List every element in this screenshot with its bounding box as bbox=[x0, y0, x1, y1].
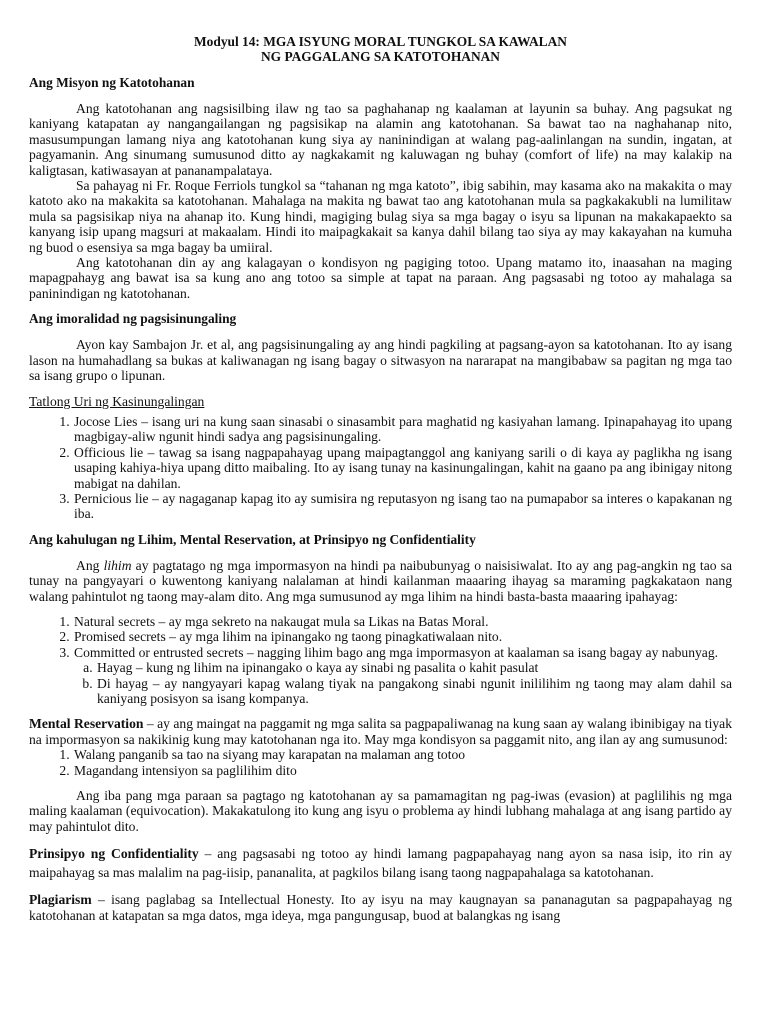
secrets-sublist bbox=[74, 660, 732, 706]
paragraph-confidentiality bbox=[29, 844, 732, 882]
term-confidentiality: Prinsipyo ng Confidentiality bbox=[29, 846, 199, 862]
text: – ay ang maingat na paggamit ng mga salita sa pagpapaliwanag na kung saan ay walang ibinibigay na tiyak na impormasyon sa nakikinig kung may katotohanan nga ito. May mga kondisyon sa paggamit nito, ang ilan ay ang sumusunod: bbox=[29, 716, 732, 747]
list-item: 3. Pernicious lie – ay nagaganap kapag ito ay sumisira ng reputasyon ng isang tao na pumapabor sa interes o kapakanan ng iba. bbox=[73, 491, 732, 522]
secrets-list bbox=[29, 614, 732, 706]
text: Committed or entrusted secrets – nagging lihim bago ang mga impormasyon at kaalaman sa isang bagay ay nabunyag. bbox=[74, 644, 719, 660]
paragraph: Sa pahayag ni Fr. Roque Ferriols tungkol sa “tahanan ng mga katoto”, ibig sabihin, may kasama ako na makakita o may katoto ako na makakita sa katotohanan. Mahalaga na makita ng bawat tao ang katotohanan mula sa pagkakakubli na lumilitaw mula sa pagsisikap niya na ahanap ito. Kung hindi, magiging bulag siya sa mga bagay o isyu sa lipunan na makakapaekto sa kanyang isip upang magsuri at makaalam. Hindi ito maipagkakait sa kanya dahil bilang tao siya ay may kakayahan na kumuha ng buod o esensiya sa mga bagay ba umiiral. bbox=[29, 178, 732, 255]
subheading-uri-ng-kasinungalingan: Tatlong Uri ng Kasinungalingan bbox=[29, 393, 205, 409]
title-line-2: NG PAGGALANG SA KATOTOHANAN bbox=[261, 49, 500, 64]
section-heading-imoralidad: Ang imoralidad ng pagsisinungaling bbox=[29, 311, 237, 327]
emphasis-lihim: lihim bbox=[103, 557, 132, 573]
paragraph: Ayon kay Sambajon Jr. et al, ang pagsisinungaling ay ang hindi pagkiling at pagsang-ayon sa katotohanan. Ito ay isang lason na humahadlang sa bukas at kaliwanagan ng isang bagay o sitwasyon na nararapat na mangibabaw sa pagitan ng mga tao sa isang grupo o lipunan. bbox=[29, 337, 732, 384]
sublist-item: b. Di hayag – ay nangyayari kapag walang tiyak na pangakong sinabi ngunit inililihim ng taong may alam dahil sa kaniyang posisyon sa isang kompanya. bbox=[96, 676, 732, 707]
list-item: 1. Walang panganib sa tao na siyang may karapatan na malaman ang totoo bbox=[73, 747, 732, 762]
paragraph: Ang katotohanan din ay ang kalagayan o kondisyon ng pagiging totoo. Upang matamo ito, inaasahan na maging mapagpahayg ang bawat isa sa kung ano ang totoo sa simple at tapat na paraan. Ang pagsasabi ng totoo ay mahalaga sa paninindigan ng katotohanan. bbox=[29, 255, 732, 301]
text: Ang bbox=[76, 557, 104, 573]
term-mental-reservation: Mental Reservation bbox=[29, 716, 144, 732]
sublist-item: a. Hayag – kung ng lihim na ipinangako o kaya ay sinabi ng pasalita o kahit pasulat bbox=[96, 660, 732, 675]
section-heading-lihim: Ang kahulugan ng Lihim, Mental Reservation, at Prinsipyo ng Confidentiality bbox=[29, 531, 476, 547]
list-item bbox=[73, 645, 732, 707]
text: ay pagtatago ng mga impormasyon na hindi pa naibubunyag o naisisiwalat. Ito ay ang pag-angkin ng tao sa tunay na pangyayari o kuwentong kaniyang nalalaman at hindi kailanman maaaring ihayag sa maraming pagkakataon nang walang pahintulot ng taong may-alam dito. Ang mga sumusunod ay mga lihim na hindi basta-basta maaaring ipahayag: bbox=[29, 557, 732, 604]
list-item: 1. Jocose Lies – isang uri na kung saan sinasabi o sinasambit para maghatid ng kasiyahan lamang. Ipinapahayag ito upang magbigay-aliw ngunit hindi sadya ang pagsisinungaling. bbox=[73, 414, 732, 445]
paragraph: Ang katotohanan ang nagsisilbing ilaw ng tao sa paghahanap ng kaalaman at layunin sa buhay. Ang pagsukat ng kaniyang katapatan ay nangangailangan ng pagsisikap na alamin ang katotohanan. Sa bawat tao na naghahanap nito, masusumpungan lamang niya ang katotohanan kung siya ay naninindigan at walang pag-aalinlangan na sundin, ingatan, at pagyamanin. Ang sinumang sumusunod ditto ay nagkakamit ng kaluwagan ng buhay (comfort of life) na may kalakip na kaligtasan, katiwasayan at pananampalataya. bbox=[29, 101, 732, 178]
text: – isang paglabag sa Intellectual Honesty. Ito ay isyu na may kaugnayan sa pananagutan sa pagpapahayag ng katotohanan at katapatan sa mga datos, mga ideya, mga pangungusap, buod at balangkas ng isang bbox=[29, 892, 732, 923]
paragraph-plagiarism bbox=[29, 892, 732, 923]
term-plagiarism: Plagiarism bbox=[29, 892, 92, 908]
paragraph-lihim bbox=[29, 558, 732, 604]
text: – ang pagsasabi ng totoo ay hindi lamang pagpapahayag nang ayon sa nasa isip, ito rin ay maipahayag sa mas malalim na pag-iisip, pananalita, at pagkilos bilang isang taong nagpapahalaga sa katotohanan. bbox=[29, 846, 732, 881]
list-item: 1. Natural secrets – ay mga sekreto na nakaugat mula sa Likas na Batas Moral. bbox=[73, 614, 732, 629]
lie-types-list bbox=[29, 414, 732, 522]
list-item: 2. Officious lie – tawag sa isang nagpapahayag upang maipagtanggol ang kaniyang sarili o di kaya ay paglikha ng isang usaping kahiya-hiya upang ditto maibaling. Ito ay isang tunay na kasinungalingan, kahit na gaano pa ang ibinigay nitong mabigat na dahilan. bbox=[73, 445, 732, 491]
paragraph-mental-reservation bbox=[29, 716, 732, 747]
title-line-1: Modyul 14: MGA ISYUNG MORAL TUNGKOL SA KAWALAN bbox=[194, 34, 567, 49]
list-item: 2. Magandang intensiyon sa paglilihim dito bbox=[73, 763, 732, 778]
mental-reservation-list bbox=[29, 747, 732, 778]
list-item: 2. Promised secrets – ay mga lihim na ipinangako ng taong pinagkatiwalaan nito. bbox=[73, 629, 732, 644]
page-title bbox=[29, 34, 732, 64]
paragraph-evasion: Ang iba pang mga paraan sa pagtago ng katotohanan ay sa pamamagitan ng pag-iwas (evasion) at paglilihis ng mga maling kaalaman (equivocation). Makakatulong ito kung ang isyu o problema ay hindi lubhang mahalaga at ang isang partido ay may pahintulot dito. bbox=[29, 788, 732, 834]
section-heading-misyon: Ang Misyon ng Katotohanan bbox=[29, 75, 195, 90]
